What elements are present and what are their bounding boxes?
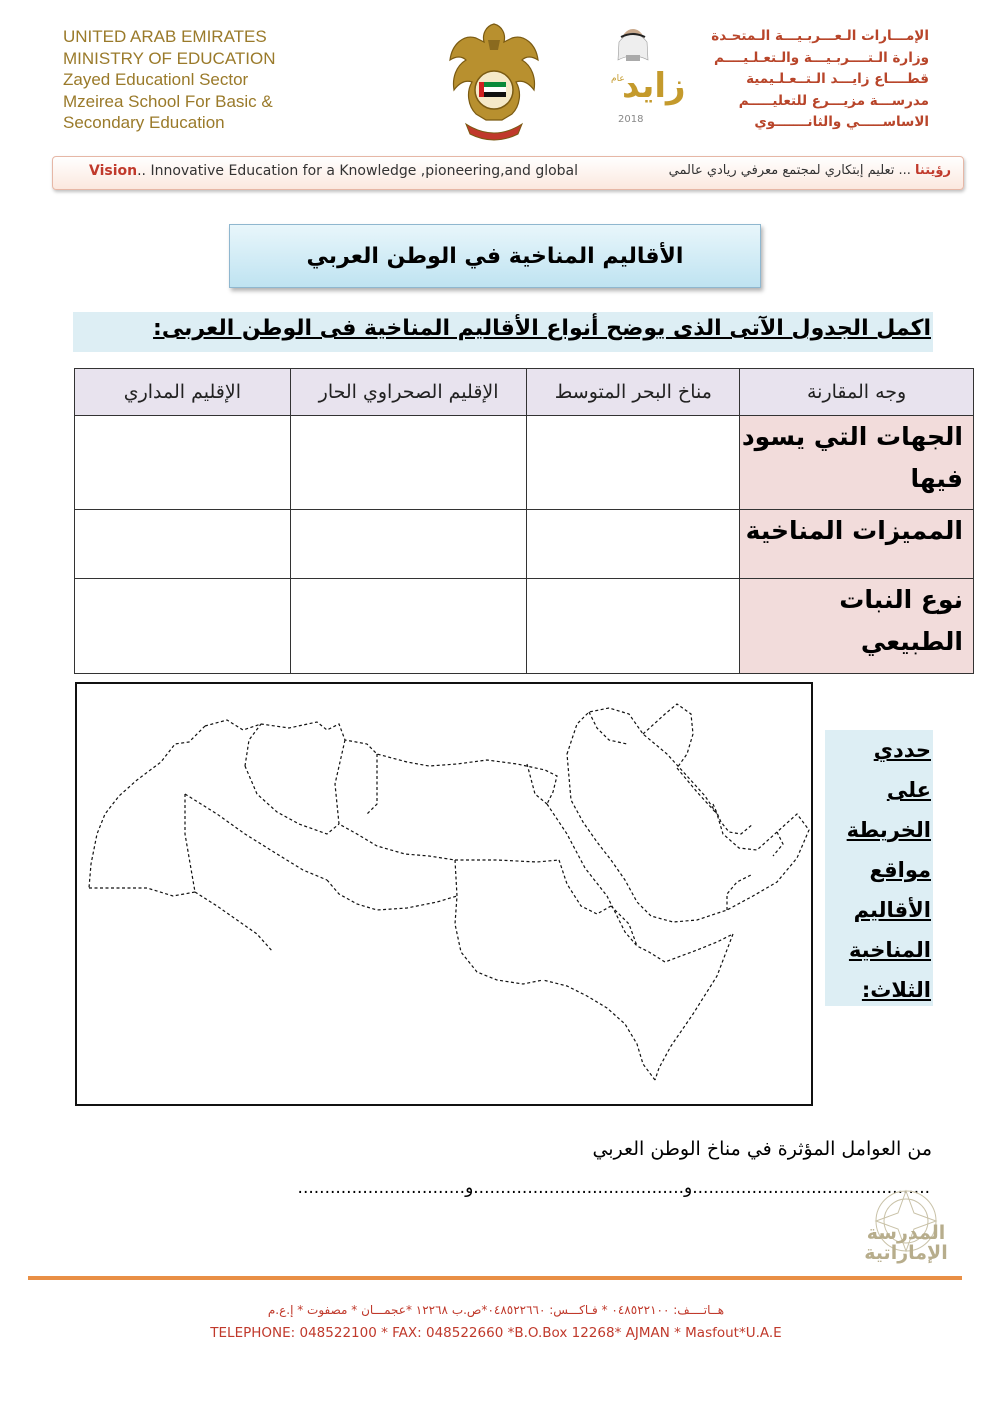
col-header-desert: الإقليم الصحراوي الحار xyxy=(290,369,527,416)
footer-arabic-contact: هــاتــــف: ٠٤٨٥٢٢١٠٠ * فـاكـــس: ٠٤٨٥٢٢٦٦٠*ص.ب ١٢٢٦٨ *عجمـــان * مصفوت * إ.ع.م xyxy=(267,1303,725,1317)
answer-cell[interactable] xyxy=(75,510,291,579)
header-ar-line-3: قطــــاع زايـــد الـتــعـلـيمية xyxy=(746,71,929,87)
answer-cell[interactable] xyxy=(527,579,740,674)
worksheet-title-box xyxy=(229,224,761,288)
map-borders xyxy=(89,704,809,1080)
col-header-mediterranean: مناخ البحر المتوسط xyxy=(527,369,740,416)
comparison-table xyxy=(74,368,974,674)
vision-english xyxy=(89,163,578,179)
footer-divider xyxy=(28,1276,962,1280)
zayed-name: زايد xyxy=(622,66,686,106)
col-header-tropical: الإقليم المداري xyxy=(75,369,291,416)
instruction-banner xyxy=(73,312,933,352)
col-header-comparison: وجه المقارنة xyxy=(740,369,974,416)
header-ar-line-4: مدرســـة مزيـــرع للتعليـــــم xyxy=(738,92,929,109)
factors-prompt: من العوامل المؤثرة في مناخ الوطن العربي xyxy=(592,1138,932,1160)
emirati-school-watermark xyxy=(848,1185,958,1275)
watermark-line-1: المدرسة xyxy=(866,1222,946,1244)
vision-en-text: .. Innovative Education for a Knowledge ,pioneering,and global xyxy=(137,163,579,179)
answer-cell[interactable] xyxy=(75,579,291,674)
table-row xyxy=(75,579,974,674)
zayed-year-label: عام xyxy=(611,74,625,84)
table-header-row xyxy=(75,369,974,416)
header-en-line-2: MINISTRY OF EDUCATION xyxy=(63,48,276,68)
vision-en-label: Vision xyxy=(89,163,138,179)
row-header-features: المميزات المناخية xyxy=(740,510,974,579)
uae-emblem-icon xyxy=(446,20,542,144)
header-en-line-1: UNITED ARAB EMIRATES xyxy=(63,27,267,46)
zayed-year-logo xyxy=(608,22,686,132)
zayed-year: 2018 xyxy=(618,114,644,125)
watermark-line-2: الإماراتية xyxy=(864,1242,948,1264)
row-header-vegetation: نوع النبات الطبيعي xyxy=(740,579,974,674)
map-task-text: حددي على الخريطة مواقع الأقاليم المناخية الثلاث: xyxy=(846,738,931,1002)
answer-cell[interactable] xyxy=(527,416,740,510)
answer-cell[interactable] xyxy=(290,579,527,674)
header-ar-line-5: الاساســـــي والثانـــــــوي xyxy=(754,114,929,130)
footer-english-contact: TELEPHONE: 048522100 * FAX: 048522660 *B.O.Box 12268* AJMAN * Masfout*U.A.E xyxy=(210,1325,782,1341)
header-arabic xyxy=(669,26,929,134)
vision-arabic xyxy=(669,163,951,178)
factors-answer-blanks[interactable]: ............................................و.......................................و............................... xyxy=(297,1178,930,1198)
answer-cell[interactable] xyxy=(290,416,527,510)
answer-cell[interactable] xyxy=(527,510,740,579)
answer-cell[interactable] xyxy=(75,416,291,510)
table-row xyxy=(75,416,974,510)
header-en-line-5: Secondary Education xyxy=(63,113,225,132)
instruction-text: اكمل الجدول الآتى الذى يوضح أنواع الأقاليم المناخية فى الوطن العربى: xyxy=(153,316,931,341)
header-en-line-3: Zayed Educationl Sector xyxy=(63,70,249,89)
vision-ar-label: رؤيتنا xyxy=(915,163,951,178)
header-ar-line-1: الإمـــارات الـعـــربـيـــة الـمتحـدة xyxy=(711,28,929,44)
worksheet-title: الأقاليم المناخية في الوطن العربي xyxy=(306,243,684,269)
vision-bar xyxy=(52,156,964,190)
header-english xyxy=(63,26,363,134)
answer-cell[interactable] xyxy=(290,510,527,579)
header-en-line-4: Mzeirea School For Basic & xyxy=(63,91,273,111)
header-ar-line-2: وزارة الـتــــربـيـــة والـتعـلـيــــم xyxy=(714,49,929,66)
vision-ar-text: ... تعليم إبتكاري لمجتمع معرفي ريادي عالمي xyxy=(668,163,916,178)
arab-world-outline-map[interactable] xyxy=(75,682,813,1106)
map-task-banner xyxy=(825,730,933,1006)
row-header-regions: الجهات التي يسود فيها xyxy=(740,416,974,510)
table-row xyxy=(75,510,974,579)
